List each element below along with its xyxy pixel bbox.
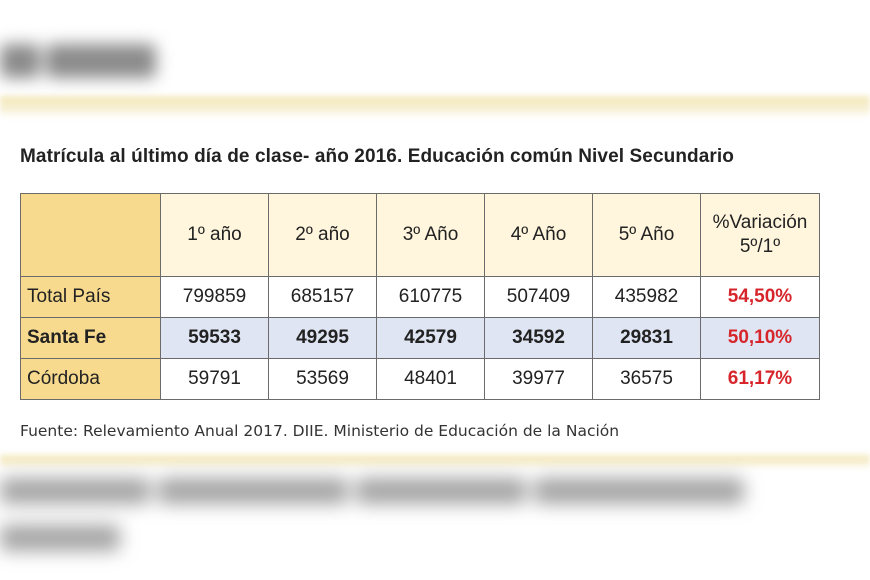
blurred-footer-text bbox=[0, 462, 870, 522]
header-corner-cell bbox=[21, 194, 161, 277]
table-row-cordoba bbox=[21, 359, 820, 400]
header-4-ano: 4º Año bbox=[485, 194, 593, 277]
row-label-total-pais: Total País bbox=[21, 277, 161, 318]
cell-total-pais-3: 610775 bbox=[377, 277, 485, 318]
top-divider-band bbox=[0, 96, 870, 118]
table-row-santa-fe bbox=[21, 318, 820, 359]
cell-total-pais-5: 435982 bbox=[593, 277, 701, 318]
cell-total-pais-variation: 54,50% bbox=[701, 277, 820, 318]
header-2-ano: 2º año bbox=[269, 194, 377, 277]
cell-total-pais-1: 799859 bbox=[161, 277, 269, 318]
header-variation-line1: %Variación bbox=[712, 212, 808, 233]
header-5-ano: 5º Año bbox=[593, 194, 701, 277]
table-row-total-pais bbox=[21, 277, 820, 318]
cell-total-pais-4: 507409 bbox=[485, 277, 593, 318]
row-label-santa-fe: Santa Fe bbox=[21, 318, 161, 359]
cell-cordoba-2: 53569 bbox=[269, 359, 377, 400]
header-3-ano: 3º Año bbox=[377, 194, 485, 277]
cell-cordoba-variation: 61,17% bbox=[701, 359, 820, 400]
table-title: Matrícula al último día de clase- año 2016. Educación común Nivel Secundario bbox=[20, 146, 734, 167]
row-label-cordoba: Córdoba bbox=[21, 359, 161, 400]
header-1-ano: 1º año bbox=[161, 194, 269, 277]
header-variation-line2: 5º/1º bbox=[739, 236, 781, 257]
cell-santa-fe-2: 49295 bbox=[269, 318, 377, 359]
cell-santa-fe-1: 59533 bbox=[161, 318, 269, 359]
cell-santa-fe-3: 42579 bbox=[377, 318, 485, 359]
cell-cordoba-5: 36575 bbox=[593, 359, 701, 400]
cell-cordoba-4: 39977 bbox=[485, 359, 593, 400]
cell-cordoba-1: 59791 bbox=[161, 359, 269, 400]
blurred-header-text bbox=[0, 30, 170, 90]
cell-cordoba-3: 48401 bbox=[377, 359, 485, 400]
cell-santa-fe-variation: 50,10% bbox=[701, 318, 820, 359]
header-variation bbox=[701, 194, 820, 277]
cell-santa-fe-4: 34592 bbox=[485, 318, 593, 359]
header-row bbox=[21, 194, 820, 277]
source-note: Fuente: Relevamiento Anual 2017. DIIE. Ministerio de Educación de la Nación bbox=[20, 422, 620, 440]
cell-santa-fe-5: 29831 bbox=[593, 318, 701, 359]
enrollment-table bbox=[20, 193, 820, 400]
cell-total-pais-2: 685157 bbox=[269, 277, 377, 318]
